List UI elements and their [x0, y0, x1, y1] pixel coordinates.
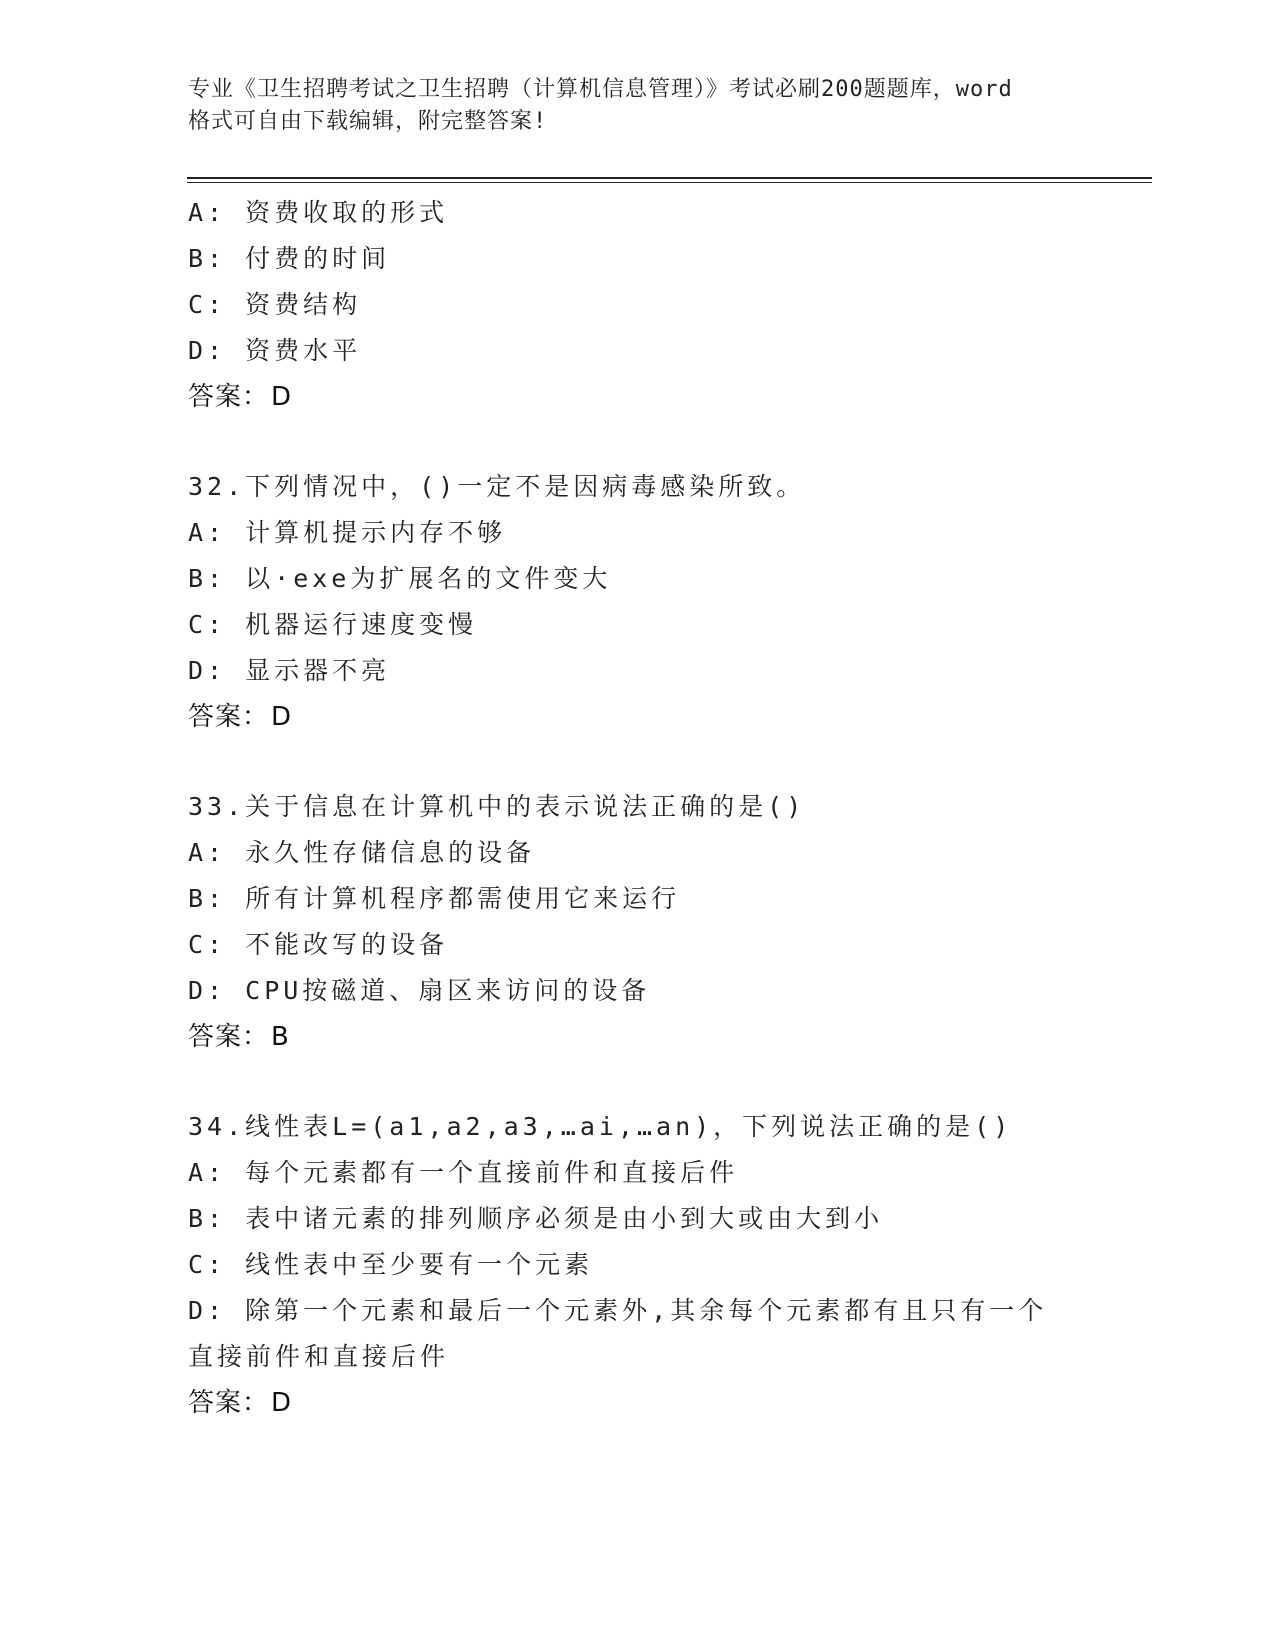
- spacer: [188, 1060, 1108, 1104]
- option-b: B: 以·exe为扩展名的文件变大: [188, 564, 612, 593]
- question-stem: 34.线性表L=(a1,a2,a3,…ai,…an)，下列说法正确的是(): [188, 1112, 1013, 1141]
- option-d: D: 资费水平: [188, 336, 362, 365]
- header-line-2: 格式可自由下载编辑，附完整答案!: [188, 109, 548, 134]
- option-c: C: 机器运行速度变慢: [188, 610, 478, 639]
- answer-label: 答案：: [188, 1388, 270, 1418]
- option-a: A: 永久性存储信息的设备: [188, 838, 536, 867]
- answer-label: 答案：: [188, 1022, 270, 1052]
- option-c: C: 线性表中至少要有一个元素: [188, 1250, 594, 1279]
- question-32: [188, 464, 1108, 740]
- document-header: [188, 74, 1088, 138]
- answer-value: B: [271, 1022, 290, 1052]
- option-a: A: 每个元素都有一个直接前件和直接后件: [188, 1158, 739, 1187]
- question-stem: 33.关于信息在计算机中的表示说法正确的是(): [188, 792, 806, 821]
- option-d: D: 除第一个元素和最后一个元素外,其余每个元素都有且只有一个直接前件和直接后件: [188, 1296, 1048, 1371]
- answer-value: D: [271, 382, 293, 412]
- option-d: D: 显示器不亮: [188, 656, 391, 685]
- answer-line: [188, 374, 1108, 420]
- option-b: B: 表中诸元素的排列顺序必须是由小到大或由大到小: [188, 1204, 884, 1233]
- option-a: A: 资费收取的形式: [188, 198, 449, 227]
- answer-value: D: [271, 702, 293, 732]
- spacer: [188, 420, 1108, 464]
- option-b: B: 所有计算机程序都需使用它来运行: [188, 884, 681, 913]
- answer-label: 答案：: [188, 382, 270, 412]
- answer-line: [188, 1014, 1108, 1060]
- option-b: B: 付费的时间: [188, 244, 391, 273]
- option-a: A: 计算机提示内存不够: [188, 518, 507, 547]
- question-stem: 32.下列情况中，()一定不是因病毒感染所致。: [188, 472, 806, 501]
- answer-value: D: [271, 1388, 293, 1418]
- header-divider-thick: [187, 177, 1152, 179]
- question-34: [188, 1104, 1108, 1426]
- question-33: [188, 784, 1108, 1060]
- option-d: D: CPU按磁道、扇区来访问的设备: [188, 976, 651, 1005]
- option-c: C: 资费结构: [188, 290, 362, 319]
- answer-line: [188, 694, 1108, 740]
- answer-line: [188, 1380, 1108, 1426]
- header-divider-thin: [187, 182, 1152, 183]
- answer-label: 答案：: [188, 702, 270, 732]
- header-line-1: 专业《卫生招聘考试之卫生招聘（计算机信息管理）》考试必刷200题题库，word: [188, 77, 1013, 102]
- question-31-continued: [188, 190, 1108, 420]
- question-list: [188, 190, 1108, 1426]
- spacer: [188, 740, 1108, 784]
- option-c: C: 不能改写的设备: [188, 930, 449, 959]
